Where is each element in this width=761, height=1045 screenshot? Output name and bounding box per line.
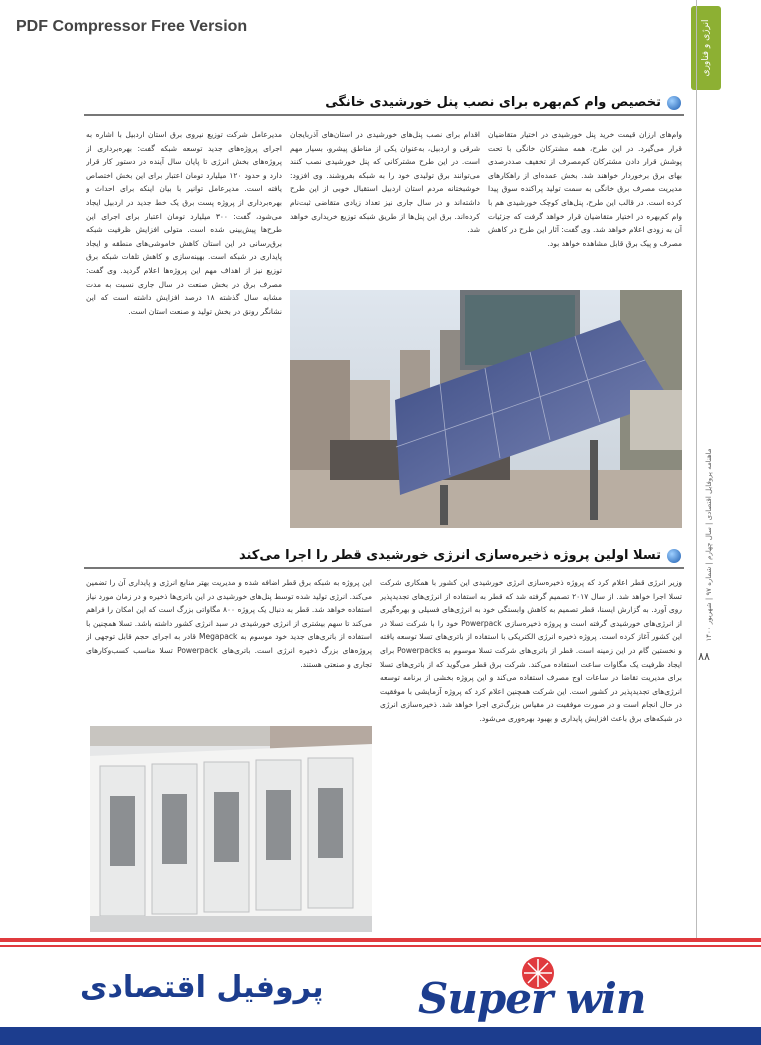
superwin-logo xyxy=(418,955,682,1023)
article1-title-text: تخصیص وام کم‌بهره برای نصب پنل خورشیدی خانگی xyxy=(325,95,661,110)
section-tab-label: انرژی و فناوری xyxy=(701,19,711,77)
issue-info-label: ماهنامه پروفایل اقتصادی | سال چهارم | شماره ۹۷ | شهریور ۱۴۰۰ xyxy=(705,448,713,642)
article2-column-right: وزیر انرژی قطر اعلام کرد که پروژه ذخیره‌سازی انرژی خورشیدی این کشور با همکاری شرکت تسلا اجرا خواهد شد. از سال ۲۰۱۷ تصمیم گرفته شد که قطر به استفاده از انرژی‌های تجدیدپذیر روی آورد. به گزارش ایسنا، قطر تصمیم به کاهش وابستگی خود به انرژی‌های فسیلی و بهره‌گیری از انرژی‌های خورشیدی گرفته است و پروژه ذخیره‌سازی Powerpack خود را با شرکت تسلا در این کشور آغاز کرده است. پروژه ذخیره انرژی الکتریکی با استفاده از باتری‌های تسلا توسعه یافته و نخستین گام در این زمینه است. قطر از باتری‌های شرکت تسلا موسوم به Powerpacks برای ایجاد ظرفیت یک مگاوات ساعت استفاده می‌کند. شرکت برق قطر می‌گوید که از باتری‌های تسلا برای مدیریت تقاضا در ساعات اوج مصرف استفاده می‌کند و این پروژه بخشی از برنامه توسعه انرژی‌های تجدیدپذیر در کشور است. این شرکت همچنین اعلام کرد که پروژه آزمایشی با موفقیت در حال انجام است و در صورت موفقیت در مقیاس بزرگ‌تری اجرا خواهد شد. ذخیره‌سازی انرژی در شبکه‌های برق باعث افزایش پایداری و بهبود بهره‌وری می‌شود. xyxy=(380,578,682,723)
watermark-text: PDF Compressor Free Version xyxy=(16,18,248,35)
article1-column-right: وام‌های ارزان قیمت خرید پنل خورشیدی در اختیار متقاضیان قرار می‌گیرد. در این طرح، همه مشترکان خانگی با تحت پوشش قرار دادن مشترکان کم‌مصرف از تخفیف صددرصدی بهای برق برخوردار خواهند شد. بخش عمده‌ای از راهکارهای مدیریت مصرف برق خانگی به سمت تولید پراکنده سوق پیدا کرده است. در قالب این طرح، پنل‌های کوچک خورشیدی هم با وام کم‌بهره در اختیار متقاضیان قرار خواهد گرفت که جزئیات آن به زودی اعلام خواهد شد. وی گفت: آثار این طرح در کاهش مصرف و پیک برق قابل مشاهده خواهد بود. xyxy=(488,130,682,248)
article1-title xyxy=(325,95,681,110)
magazine-brand: پروفیل اقتصادی xyxy=(80,970,324,1005)
article2-title-text: تسلا اولین پروژه ذخیره‌سازی انرژی خورشیدی قطر را اجرا می‌کند xyxy=(238,548,661,563)
title-divider xyxy=(84,114,684,116)
bullet-icon xyxy=(667,96,681,110)
footer-stripe xyxy=(0,938,761,942)
title-divider xyxy=(84,567,684,569)
page-number: ۸۸ xyxy=(698,650,710,663)
article2-column-left: این پروژه به شبکه برق قطر اضافه شده و مدیریت بهتر منابع انرژی و پایداری آن را تضمین می‌کند. انرژی تولید شده توسط پنل‌های خورشیدی در این باتری‌ها ذخیره و در زمان مورد نیاز استفاده خواهد شد. قطر به دنبال یک پروژه ۸۰۰ مگاواتی بزرگ است که این امکان را فراهم می‌کند تا سهم بیشتری از انرژی خورشیدی در سبد انرژی کشور داشته باشد. تسلا همچنین با استفاده از باتری‌های جدید خود موسوم به Megapack قادر به اجرای حجم قابل توجهی از پروژه‌های بزرگ ذخیره انرژی است. باتری‌های Powerpack تسلا مناسب کسب‌وکارهای تجاری و صنعتی هستند. xyxy=(86,578,372,669)
battery-storage-photo xyxy=(90,726,372,932)
footer-bar xyxy=(0,1027,761,1045)
footer-stripe-thin xyxy=(0,945,761,947)
article1-column-left: مدیرعامل شرکت توزیع نیروی برق استان اردبیل با اشاره به اجرای پروژه‌های جدید توسعه شبکه گفت: بهره‌برداری از پروژه‌های بخش انرژی تا پایان سال آینده در دستور کار قرار دارد و حدود ۱۲۰ میلیارد تومان اعتبار برای این بخش اختصاص یافته است. مدیرعامل توانیر با بیان اینکه برای احداث و بهره‌برداری از پروژه پست برق یک خط جدید در اردبیل ایجاد می‌شود، گفت: ۳۰۰ میلیارد تومان اعتبار برای اجرای این طرح‌ها پیش‌بینی شده است. متولی افزایش ظرفیت شبکه برق‌رسانی در این استان کاهش خاموشی‌های منطقه و ایجاد پایداری در شبکه است. بهینه‌سازی و کاهش تلفات شبکه برق توزیع نیز از اهداف مهم این پروژه‌ها اعلام گردید. وی گفت: مصرف برق در بخش صنعت در سال جاری نسبت به مدت مشابه سال گذشته ۱۸ درصد افزایش داشته است که این نشانگر رونق در بخش تولید و صنعت استان است. xyxy=(86,130,282,316)
issue-info xyxy=(697,420,721,670)
article2-title xyxy=(239,548,681,563)
logo-text: Super win xyxy=(418,974,646,1023)
solar-panel-photo xyxy=(290,290,682,528)
bullet-icon xyxy=(667,549,681,563)
article1-column-middle: اقدام برای نصب پنل‌های خورشیدی در استان‌های آذربایجان شرقی و اردبیل، به‌عنوان یکی از مناطق پیشرو، بسیار مهم است. در این طرح مشترکانی که پنل خورشیدی نصب کنند می‌توانند برق تولیدی خود را به شبکه بفروشند. وی افزود: خوشبختانه مردم استان اردبیل استقبال خوبی از این طرح داشته‌اند و در سال جاری نیز تعداد زیادی متقاضی ثبت‌نام کرده‌اند. برق این پنل‌ها از طریق شبکه توزیع خریداری خواهد شد. xyxy=(290,130,480,235)
